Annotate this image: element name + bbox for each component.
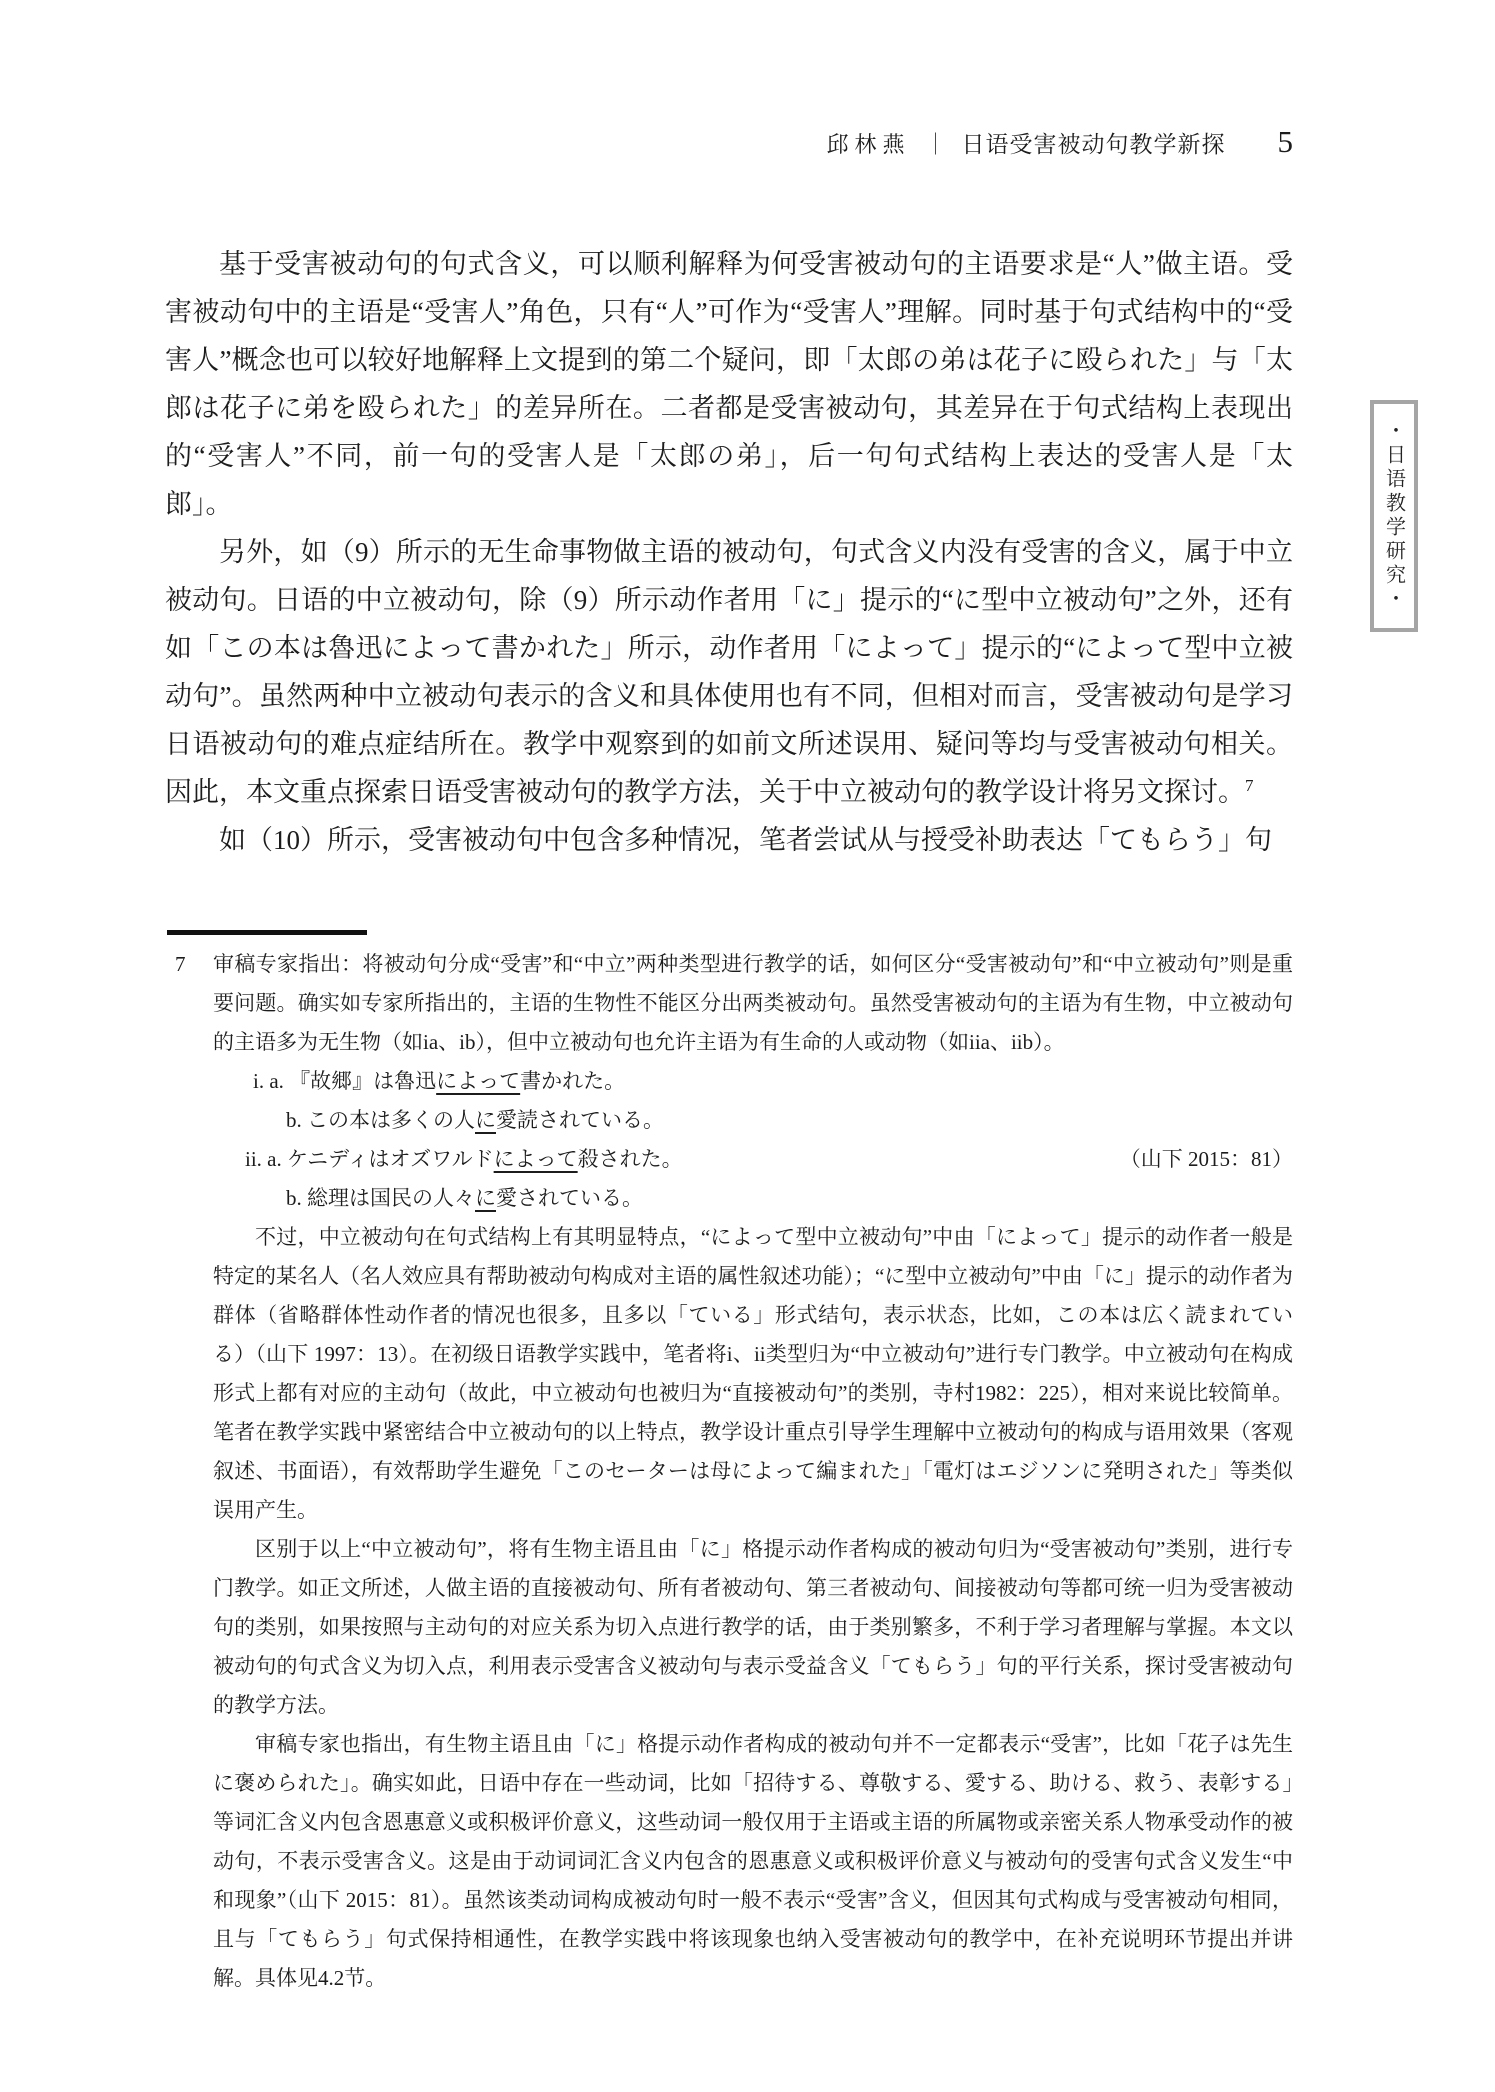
header-divider: ｜ xyxy=(924,132,948,157)
footnote-separator-rule xyxy=(167,930,367,935)
footnote-example-ii-a xyxy=(213,1140,1293,1179)
example-i-a-post: 書かれた。 xyxy=(520,1069,626,1093)
header-byline xyxy=(826,126,1225,159)
example-i-b-post: 愛読されている。 xyxy=(496,1108,664,1132)
example-ii-a-citation: （山下 2015：81） xyxy=(1119,1147,1293,1171)
header-author: 邱林燕 xyxy=(826,132,911,157)
body-paragraph-1 xyxy=(165,240,1293,528)
example-ii-a-pre: ii. a. ケニディはオズワルド xyxy=(245,1147,494,1171)
footnote-paragraph-3-text: 区别于以上“中立被动句”，将有生物主语且由「に」格提示动作者构成的被动句归为“受害被动句”类别，进行专门教学。如正文所述，人做主语的直接被动句、所有者被动句、第三者被动句、间接被动句等都可统一归为受害被动句的类别，如果按照与主动句的对应关系为切入点进行教学的话，由于类别繁多，不利于学习者理解与掌握。本文以被动句的句式含义为切入点，利用表示受害含义被动句与表示受益含义「てもらう」句的平行关系，探讨受害被动句的教学方法。 xyxy=(213,1537,1293,1717)
footnote-example-ii-b xyxy=(213,1179,1293,1218)
footnote-paragraph-3 xyxy=(213,1530,1293,1725)
body-paragraph-2-text: 另外，如（9）所示的无生命事物做主语的被动句，句式含义内没有受害的含义，属于中立被动句。日语的中立被动句，除（9）所示动作者用「に」提示的“に型中立被动句”之外，还有如「この本は魯迅によって書かれた」所示，动作者用「によって」提示的“によって型中立被动句”。虽然两种中立被动句表示的含义和具体使用也有不同，但相对而言，受害被动句是学习日语被动句的难点症结所在。教学中观察到的如前文所述误用、疑问等均与受害被动句相关。因此，本文重点探索日语受害被动句的教学方法，关于中立被动句的教学设计将另文探讨。 xyxy=(165,537,1293,807)
example-ii-b-underlined: に xyxy=(475,1186,496,1210)
example-ii-a-sentence xyxy=(245,1140,683,1179)
body-paragraph-1-text: 基于受害被动句的句式含义，可以顺利解释为何受害被动句的主语要求是“人”做主语。受害被动句中的主语是“受害人”角色，只有“人”可作为“受害人”理解。同时基于句式结构中的“受害人”概念也可以较好地解释上文提到的第二个疑问，即「太郎の弟は花子に殴られた」与「太郎は花子に弟を殴られた」的差异所在。二者都是受害被动句，其差异在于句式结构上表现出的“受害人”不同，前一句的受害人是「太郎の弟」，后一句句式结构上表达的受害人是「太郎」。 xyxy=(165,249,1293,519)
example-i-b-pre: b. この本は多くの人 xyxy=(286,1108,475,1132)
main-text xyxy=(165,240,1293,864)
body-paragraph-2 xyxy=(165,528,1293,816)
example-ii-b-pre: b. 総理は国民の人々 xyxy=(286,1186,475,1210)
footnote-paragraph-2 xyxy=(213,1218,1293,1530)
page-number: 5 xyxy=(1277,124,1293,159)
running-header xyxy=(165,126,1293,159)
footnote-7 xyxy=(165,945,1293,1998)
footnote-paragraph-4 xyxy=(213,1725,1293,1998)
footnote-section xyxy=(165,930,1293,1998)
example-i-a-underlined: によって xyxy=(436,1069,521,1093)
header-article-title: 日语受害被动句教学新探 xyxy=(961,132,1226,157)
footnote-paragraph-4-text: 审稿专家也指出，有生物主语且由「に」格提示动作者构成的被动句并不一定都表示“受害”，比如「花子は先生に褒められた」。确实如此，日语中存在一些动词，比如「招待する、尊敬する、愛する、助ける、救う、表彰する」等词汇含义内包含恩惠意义或积极评价意义，这些动词一般仅用于主语或主语的所属物或亲密关系人物承受动作的被动句，不表示受害含义。这是由于动词词汇含义内包含的恩惠意义或积极评价意义与被动句的受害句式含义发生“中和现象”（山下 2015：81）。虽然该类动词构成被动句时一般不表示“受害”含义，但因其句式构成与受害被动句相同，且与「てもらう」句式保持相通性，在教学实践中将该现象也纳入受害被动句的教学中，在补充说明环节提出并讲解。具体见4.2节。 xyxy=(213,1732,1293,1990)
footnote-reference-7: 7 xyxy=(1245,776,1254,795)
section-side-tab xyxy=(1370,400,1418,632)
footnote-paragraph-2-text: 不过，中立被动句在句式结构上有其明显特点，“によって型中立被动句”中由「によって」提示的动作者一般是特定的某名人（名人效应具有帮助被动句构成对主语的属性叙述功能）；“に型中立被动句”中由「に」提示的动作者为群体（省略群体性动作者的情况也很多，且多以「ている」形式结句，表示状态，比如，この本は広く読まれている）（山下 1997：13）。在初级日语教学实践中，笔者将i、ii类型归为“中立被动句”进行专门教学。中立被动句在构成形式上都有对应的主动句（故此，中立被动句也被归为“直接被动句”的类别，寺村1982：225），相对来说比较简单。笔者在教学实践中紧密结合中立被动句的以上特点，教学设计重点引导学生理解中立被动句的构成与语用效果（客观叙述、书面语），有效帮助学生避免「このセーターは母によって編まれた」「電灯はエジソンに発明された」等类似误用产生。 xyxy=(213,1225,1293,1522)
footnote-example-i-b xyxy=(213,1101,1293,1140)
example-ii-b-post: 愛されている。 xyxy=(496,1186,643,1210)
section-side-tab-label: ・日语教学研究・ xyxy=(1382,420,1405,612)
footnote-paragraph-1 xyxy=(213,945,1293,1062)
example-ii-a-post: 殺された。 xyxy=(577,1147,683,1171)
body-paragraph-3-text: 如（10）所示，受害被动句中包含多种情况，笔者尝试从与授受补助表达「てもらう」句 xyxy=(219,825,1272,855)
body-paragraph-3 xyxy=(165,816,1293,864)
example-ii-a-underlined: によって xyxy=(493,1147,578,1171)
footnote-paragraph-1-text: 审稿专家指出：将被动句分成“受害”和“中立”两种类型进行教学的话，如何区分“受害被动句”和“中立被动句”则是重要问题。确实如专家所指出的，主语的生物性不能区分出两类被动句。虽然受害被动句的主语为有生物，中立被动句的主语多为无生物（如ia、ib），但中立被动句也允许主语为有生命的人或动物（如iia、iib）。 xyxy=(213,952,1293,1054)
footnote-example-i-a xyxy=(213,1062,1293,1101)
example-i-b-underlined: に xyxy=(475,1108,496,1132)
footnote-marker: 7 xyxy=(175,952,186,976)
example-i-a-pre: i. a. 『故郷』は魯迅 xyxy=(253,1069,437,1093)
